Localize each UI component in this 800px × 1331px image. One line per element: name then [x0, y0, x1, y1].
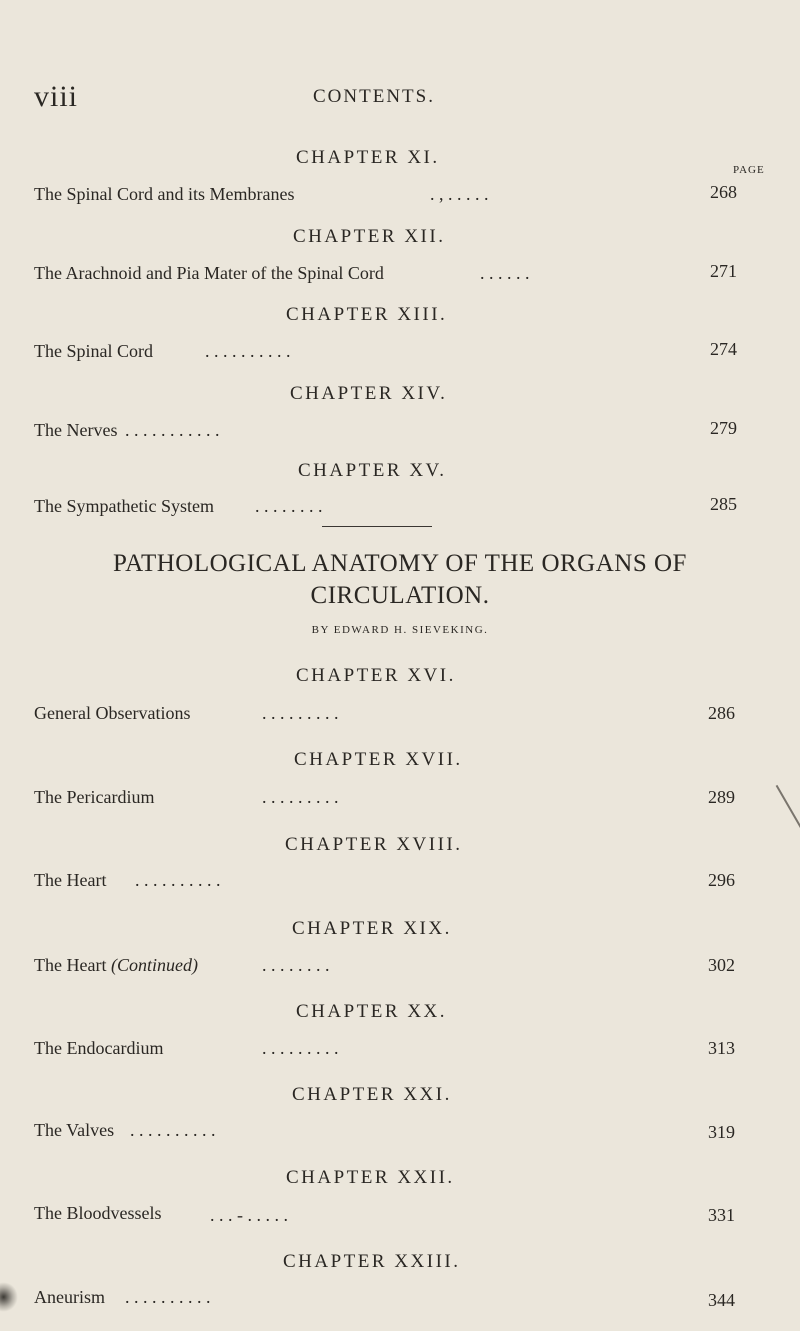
entry-page-number: 285 [710, 494, 737, 514]
entry-page-number: 331 [708, 1205, 735, 1225]
chapter-heading: CHAPTER XVIII. [285, 834, 463, 855]
entry-page-number: 344 [708, 1290, 735, 1310]
entry-page-number: 296 [708, 870, 735, 890]
entry-title-note: (Continued) [110, 955, 198, 975]
leader-dots: . . . . . . . . . . [135, 870, 221, 890]
chapter-heading: CHAPTER XVII. [294, 749, 463, 770]
entry-title: The Spinal Cord and its Membranes [34, 184, 295, 204]
entry-title: Aneurism [34, 1287, 105, 1307]
paper-scratch-mark [776, 785, 800, 829]
chapter-heading: CHAPTER XIX. [292, 918, 452, 939]
entry-title: The Valves [34, 1120, 115, 1140]
entry-title-text: The Heart [34, 955, 107, 975]
section-title: PATHOLOGICAL ANATOMY OF THE ORGANS OF [113, 550, 687, 577]
leader-dots: . . . . . . . . [262, 955, 330, 975]
entry-page-number: 274 [710, 339, 737, 359]
ink-smudge [0, 1282, 18, 1312]
leader-dots: . . . . . . . . . . [205, 341, 291, 361]
leader-dots: . . . . . . [480, 263, 530, 283]
page-number: viii [34, 80, 79, 113]
chapter-heading: CHAPTER XVI. [296, 665, 456, 686]
chapter-heading: CHAPTER XXIII. [283, 1251, 461, 1272]
entry-title: The Heart [34, 870, 107, 890]
entry-page-number: 279 [710, 418, 737, 438]
leader-dots: . . . . . . . . . . [130, 1120, 216, 1140]
chapter-heading: CHAPTER XV. [298, 460, 447, 481]
leader-dots: . . . . . . . . . [262, 787, 339, 807]
entry-page-number: 268 [710, 182, 737, 202]
chapter-heading: CHAPTER XIII. [286, 304, 448, 325]
entry-page-number: 271 [710, 261, 737, 281]
leader-dots: . . . . . . . . . . . [125, 420, 220, 440]
leader-dots: . . . - . . . . . [210, 1205, 288, 1225]
leader-dots: . . . . . . . . . . [125, 1287, 211, 1307]
chapter-heading: CHAPTER XX. [296, 1001, 448, 1022]
leader-dots: . . . . . . . . [255, 496, 323, 516]
chapter-heading: CHAPTER XXII. [286, 1167, 455, 1188]
entry-title: General Observations [34, 703, 191, 723]
entry-title: The Nerves [34, 420, 118, 440]
entry-title: The Spinal Cord [34, 341, 153, 361]
entry-title: The Arachnoid and Pia Mater of the Spinal Cord [34, 263, 384, 283]
entry-page-number: 319 [708, 1122, 735, 1142]
entry-title: The Bloodvessels [34, 1203, 162, 1223]
entry-page-number: 289 [708, 787, 735, 807]
leader-dots: . . . . . . . . . [262, 1038, 339, 1058]
leader-dots: . , . . . . . [430, 184, 489, 204]
entry-title: The Sympathetic System [34, 496, 214, 516]
entry-page-number: 286 [708, 703, 735, 723]
author-byline: BY EDWARD H. SIEVEKING. [311, 624, 489, 636]
entry-title: The Endocardium [34, 1038, 164, 1058]
leader-dots: . . . . . . . . . [262, 703, 339, 723]
page-column-label: PAGE [733, 164, 765, 176]
page-title: CONTENTS. [313, 86, 435, 107]
entry-title [34, 955, 198, 976]
entry-title: The Pericardium [34, 787, 155, 807]
chapter-heading: CHAPTER XII. [293, 226, 446, 247]
entry-page-number: 302 [708, 955, 735, 975]
entry-page-number: 313 [708, 1038, 735, 1058]
section-divider [322, 526, 432, 527]
chapter-heading: CHAPTER XI. [296, 147, 440, 168]
chapter-heading: CHAPTER XXI. [292, 1084, 452, 1105]
chapter-heading: CHAPTER XIV. [290, 383, 448, 404]
section-title-line2: CIRCULATION. [310, 582, 490, 609]
